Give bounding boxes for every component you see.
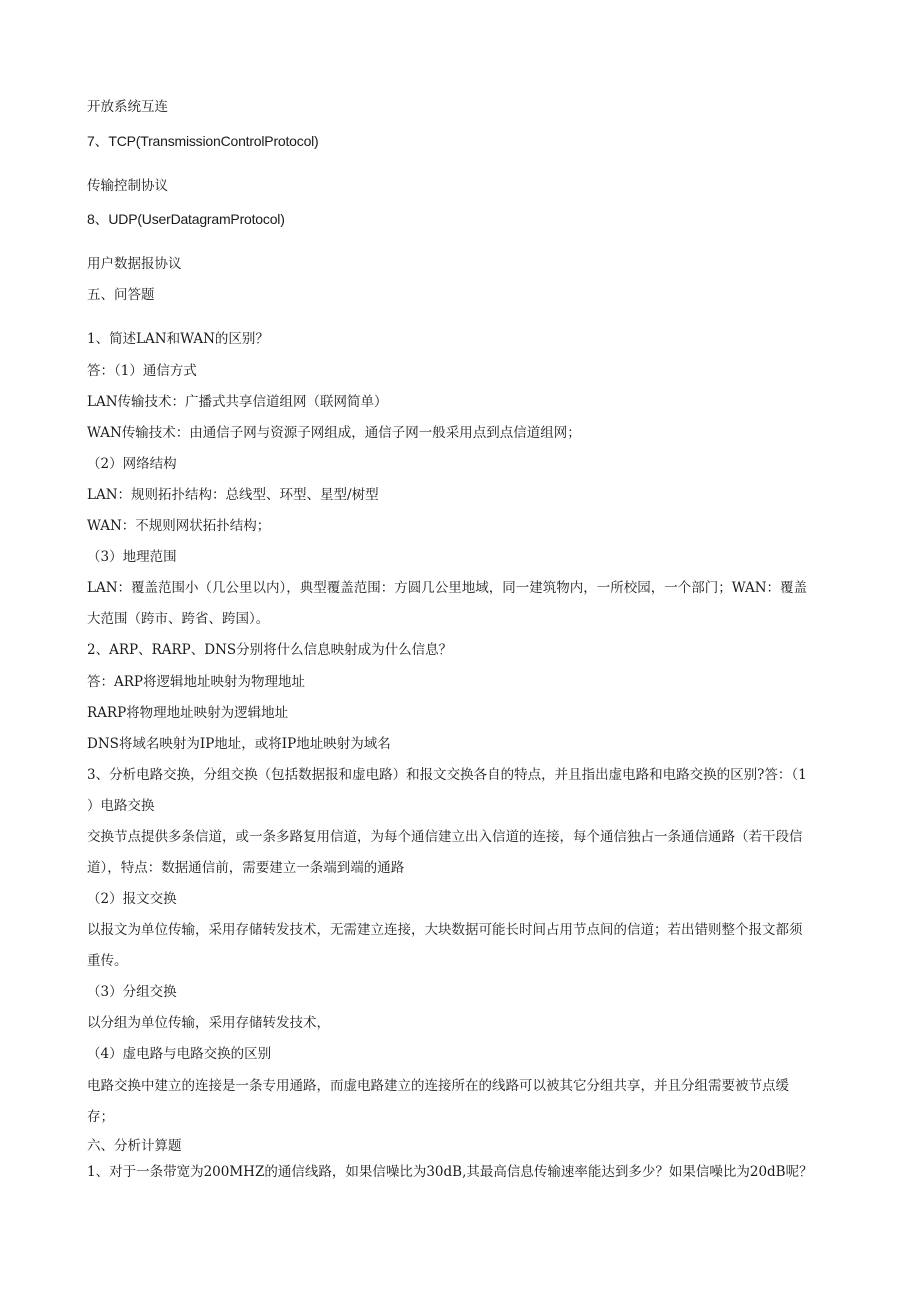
text-line: 存； <box>87 1109 114 1125</box>
question: 1、对于一条带宽为200MHZ的通信线路，如果信噪比为30dB,其最高信息传输速率能达到多少？如果信噪比为20dB呢？ <box>87 1164 813 1180</box>
text-line: 道），特点：数据通信前，需要建立一条端到端的通路 <box>87 860 405 876</box>
text-line: 以分组为单位传输，采用存储转发技术， <box>87 1015 330 1031</box>
text-line: （3）分组交换 <box>87 984 177 1000</box>
text-line: （4）虚电路与电路交换的区别 <box>87 1046 272 1062</box>
text-line: （3）地理范围 <box>87 549 177 565</box>
text-line: WAN：不规则网状拓扑结构； <box>87 518 271 534</box>
question: 2、ARP、RARP、DNS分别将什么信息映射成为什么信息？ <box>87 642 453 658</box>
text-line: 开放系统互连 <box>87 99 168 115</box>
text-line: DNS将域名映射为IP地址，或将IP地址映射为域名 <box>87 736 391 752</box>
text-line: ）电路交换 <box>87 798 155 814</box>
text-line: 用户数据报协议 <box>87 256 182 272</box>
section-heading: 六、分析计算题 <box>87 1138 182 1154</box>
text-line: 交换节点提供多条信道，或一条多路复用信道，为每个通信建立出入信道的连接，每个通信独占一条通信通路（若干段信 <box>87 829 803 845</box>
text-line: 传输控制协议 <box>87 178 168 194</box>
text-line: WAN传输技术：由通信子网与资源子网组成，通信子网一般采用点到点信道组网； <box>87 425 581 441</box>
text-line: 大范围（跨市、跨省、跨国）。 <box>87 611 270 627</box>
text-line: 7、TCP(TransmissionControlProtocol) <box>87 133 319 149</box>
section-heading: 五、问答题 <box>87 287 155 303</box>
text-line: LAN传输技术：广播式共享信道组网（联网简单） <box>87 394 388 410</box>
question: 3、分析电路交换，分组交换（包括数据报和虚电路）和报文交换各自的特点，并且指出虚电路和电路交换的区别?答：（1 <box>87 767 807 783</box>
text-line: 8、UDP(UserDatagramProtocol) <box>87 211 285 227</box>
question: 1、简述LAN和WAN的区别？ <box>87 331 269 347</box>
text-line: 以报文为单位传输，采用存储转发技术，无需建立连接，大块数据可能长时间占用节点间的信道；若出错则整个报文都须 <box>87 922 803 938</box>
text-line: 答：ARP将逻辑地址映射为物理地址 <box>87 674 305 690</box>
text-line: LAN：覆盖范围小（几公里以内），典型覆盖范围：方圆几公里地域，同一建筑物内，一所校园，一个部门；WAN：覆盖 <box>87 580 808 596</box>
text-line: RARP将物理地址映射为逻辑地址 <box>87 705 289 721</box>
text-line: （2）报文交换 <box>87 891 177 907</box>
text-line: 答：（1）通信方式 <box>87 363 197 379</box>
text-line: LAN：规则拓扑结构：总线型、环型、星型/树型 <box>87 487 379 503</box>
text-line: （2）网络结构 <box>87 456 177 472</box>
text-line: 重传。 <box>87 953 128 969</box>
text-line: 电路交换中建立的连接是一条专用通路，而虚电路建立的连接所在的线路可以被其它分组共享，并且分组需要被节点缓 <box>87 1078 789 1094</box>
